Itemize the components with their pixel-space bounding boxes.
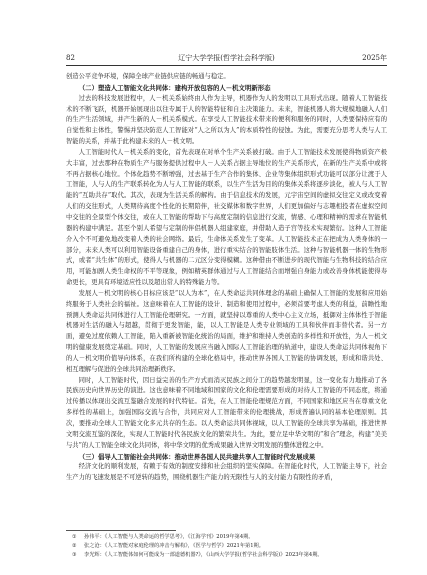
footnote-number: ③ [72,551,77,558]
footnote-text: 孙伟平：《人工智能与人类命运的哲学思考》，《江海学刊》2019年第4期。 [84,534,254,540]
section-heading: （三）倡导人工智能社会共同体：推动世界各国人民共建共享人工智能时代发展成果 [78,452,316,461]
paragraph: 经济文化的顺利发展，有赖于有效的制度安排和社会组织的坚实保障。在智能化时代，人工智能主导下，社会生产力的飞速发展是不可逆转的趋势，围绕机器生产能力的无限性与人的支付能力有限性的矛盾， [66,463,387,482]
journal-title: 辽宁大学学报(哲学社会科学版) [178,54,275,62]
paragraph: 创造公平竞争环境，保障全球产业链供应链的畅通与稳定。 [66,73,230,80]
section-heading: （二）塑造人工智能文化共同体：建构开放包容的人－机文明新形态 [78,83,271,92]
footnote [72,551,387,560]
paragraph: 发展人－机文明的核心目标应该是“以人为本”，在人类命运共同体理念的基础上确保人工智能的发展和应用始终服务于人类社会的福祉。这意味着在人工智能的设计、制造和使用过程中，必须首要考虑人类的利益，前瞻性地预测人类命运共同体进行人工智能伦理研究。一方面，就坚持以尊重的人类中心主义立场，抵御对主体体性于智能机器对生活的融入与超越，贯彻于更发智能，能，以人工智能是人类专业领域的工具和伙伴而非替代者。另一方面，避免过度依赖人工智能，陷入重新被智能化统治的局面，维护和维持人类创造的多样性和开放性，为人－机文明的健康发展奠定基础。同时，人工智能的发展应当融入国际人工智能治理的轨道中，建设人类命运共同体视角下的人－机文明价值导向体系，在我们所构建的全球化格局中，推动世界各国人工智能的协调发展，形成和谐共处、相互理解与促进的全球共同治理新秩序。 [66,289,387,373]
paragraph: 过去的科技发展进程中，人－机关系始终由人作为主导，机器作为人的发明以工具形式出现。随着人工智能技术的不断飞跃，机器开始展现出以往专属于人的智能特征和自主决策能力。未来，智能机器人将大规模地融入人们的生产生活领域，并产生新的人－机关系模式。在享受人工智能技术带来的便利和服务的同时，人类要保持应有的自觉性和主体性，警惕并坚决防范人工智能对“人之所以为人”的本质特性的侵蚀。为此，需要充分思考人类与人工智能的关系，并基于此构建未来的人－机文明。 [66,94,387,146]
footnote-text: 李光辉：《人工智能体如何可能成为一部道德机器?》，《山西大学学报(哲学社会科学版)》2023年第4期。 [84,551,323,558]
footnote-number: ① [72,534,77,540]
header-rule [66,65,387,66]
footnote [72,533,387,542]
article-body [66,72,387,484]
page-number: 82 [66,54,75,62]
running-header [66,52,387,64]
footnote-text: 张之沧：《人工智能对家庭伦理的冲击与解构》，《医学与哲学》2021年第1期。 [84,542,264,549]
footnote-list [72,533,387,560]
footnote [72,542,387,551]
paragraph: 人工智能时代人－机关系的变化，首先表现在对单个生产关系被打破。由于人工智能技术发展使得物质资产极大丰富，过去那种在物质生产与服务提供过程中人－人关系占据主导地位的生产关系形式，在新的生产关系中或将不再占据核心地位。个体化趋势不断增强，过去基于生产合作的集体、企业等集体组织形式功能可以部分让渡于人工智能，人与人的生产联系转化为人与人工智能的联系，以生产生活为目的的集体关系将逐步淡化，被人与人工智能的“互助共存”取代。其次，表现为生活关系的解构。由于信息技术的发展，元宇宙空间的虚拟交往定义或改变着人们的交往形式，人类期待高度个性化的长期陪伴，社交媒体和数字世界，人们更加偏好与志趣相投者在虚拟空间中交往的全景型个体交往，或在人工智能的帮助下与高度定制的信息进行交流，情感、心理和精神的需求在智能机器的构建中满足。甚至个别人希望与定制的伴侣机器人组建家庭，并借助人造子宫等技术实现繁衍。这种人工智能介入个不可避免地改变着人类的社会网络。最后，生命体关系发生了变革。人工智能技术正在把成为人类身体的一部分，未来人类可以利用智能设备重建自己的身体，进行重实结合的智能肢体生活。这种与智能机器一体的生物形式，或者“共生体”的形式，使得人与机器的二元区分变得模糊。这种借由不断进步的现代智能与生物科技的结合应用，可能加剧人类生命权的不平等现象，例如精英群体通过与人工智能结合而增强自身能力或改善身体机能使得寿命更长，更具有环境适应性以及超出常人的特殊能力等。 [66,148,387,287]
footnote-number: ② [72,542,77,549]
publication-year: 2025年 [362,54,387,62]
paragraph: 同时，人工智能时代，因日益完善的生产方式而消灭民族之间分工的趋势越发明显，这一变化有力地推动了各民族历史向世界历史的演进。这也意味着不同地域和国家的文化和伦理需要形成的对待人工智能的不同态度，将通过传播以体现出交流互鉴融合发展的时代特征。首先，在人工智能伦理规范方面，不同国家和地区应当在尊重文化多样性的基础上，加强国际交流与合作，共同应对人工智能带来的伦理挑战，形成普遍认同的基本伦理原则。其次，要推动全球人工智能文化多元共存的生态。以人类命运共同体视域，以人工智能的全球共享为基础，推进世界文明交流互鉴的深化，实现人工智能时代各民族文化的繁荣共生。为此，要立足中华文明的“和合”理念，构建“美美与共”的人工智能全球文化共同体，将中华文明的优秀成果融入世界文明发展的整体进程之中。 [66,376,387,449]
footnote-rule [66,530,176,531]
